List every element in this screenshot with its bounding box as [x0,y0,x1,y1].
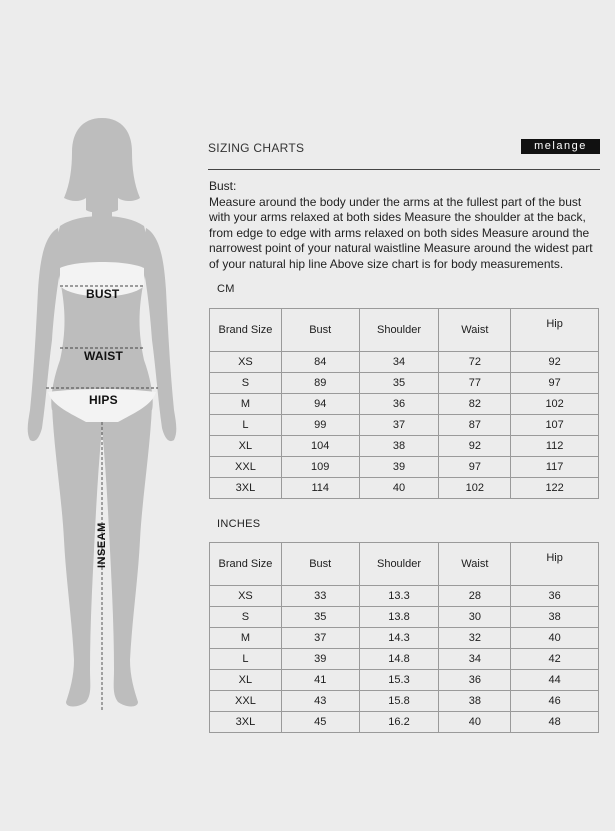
table-cell: 36 [439,670,511,691]
table-row [210,436,599,457]
table-cell: 43 [281,691,359,712]
measurement-description [209,179,604,272]
table-cell: 122 [511,478,599,499]
table-cell: 102 [511,394,599,415]
hips-label: HIPS [89,393,118,407]
table-cell: XL [210,670,282,691]
bust-label: BUST [86,287,120,301]
table-cell: 30 [439,607,511,628]
table-cell: 114 [281,478,359,499]
column-header: Bust [281,543,359,586]
table-row [210,394,599,415]
header-divider [208,169,600,170]
table-cell: 72 [439,352,511,373]
table-cell: 28 [439,586,511,607]
description-body: Measure around the body under the arms at the fullest part of the bust with your arms relaxed at both sides Measure the shoulder at the back, from edge to edge with arms relaxed on both sides Measure around the narrowest point of your natural waistline Measure around the widest part of your natural hip line Above size chart is for body measurements. [209,194,593,271]
table-cell: 39 [359,457,439,478]
table-cell: 40 [439,712,511,733]
table-row [210,628,599,649]
table-cell: 117 [511,457,599,478]
table-row [210,478,599,499]
table-cell: 84 [281,352,359,373]
table-cell: 97 [439,457,511,478]
table-cell: 13.8 [359,607,439,628]
page-title: SIZING CHARTS [208,141,305,155]
inseam-label: INSEAM [96,522,108,568]
table-cell: 87 [439,415,511,436]
table-cell: 39 [281,649,359,670]
inches-section-label: INCHES [217,518,261,530]
table-cell: 14.3 [359,628,439,649]
cm-section-label: CM [217,283,235,295]
table-cell: 37 [359,415,439,436]
column-header: Shoulder [359,309,439,352]
table-cell: 38 [439,691,511,712]
table-cell: 44 [511,670,599,691]
table-cell: 45 [281,712,359,733]
table-cell: 34 [359,352,439,373]
table-cell: XXL [210,691,282,712]
column-header: Shoulder [359,543,439,586]
table-cell: 92 [439,436,511,457]
cm-size-table [209,308,599,499]
table-row [210,712,599,733]
table-cell: 104 [281,436,359,457]
table-cell: 15.8 [359,691,439,712]
table-cell: 35 [281,607,359,628]
table-cell: 33 [281,586,359,607]
table-cell: 13.3 [359,586,439,607]
table-cell: 107 [511,415,599,436]
table-cell: 16.2 [359,712,439,733]
brand-logo: melange [521,139,600,154]
table-cell: 35 [359,373,439,394]
column-header: Waist [439,543,511,586]
table-cell: 37 [281,628,359,649]
inches-size-table [209,542,599,733]
table-cell: 97 [511,373,599,394]
waist-label: WAIST [84,349,123,363]
table-cell: XS [210,352,282,373]
table-cell: 15.3 [359,670,439,691]
table-cell: XL [210,436,282,457]
table-row [210,649,599,670]
table-cell: 38 [359,436,439,457]
table-cell: 77 [439,373,511,394]
table-cell: 3XL [210,478,282,499]
table-cell: 41 [281,670,359,691]
table-cell: L [210,649,282,670]
table-cell: 38 [511,607,599,628]
table-row [210,607,599,628]
body-figure [20,110,185,730]
table-cell: M [210,628,282,649]
table-cell: 99 [281,415,359,436]
table-cell: 102 [439,478,511,499]
table-row [210,586,599,607]
table-header-row [210,543,599,586]
table-cell: L [210,415,282,436]
table-row [210,373,599,394]
table-cell: M [210,394,282,415]
table-cell: 94 [281,394,359,415]
column-header: Bust [281,309,359,352]
table-row [210,352,599,373]
table-cell: 82 [439,394,511,415]
table-header-row [210,309,599,352]
table-cell: 36 [511,586,599,607]
table-cell: S [210,373,282,394]
table-cell: 40 [511,628,599,649]
table-cell: XXL [210,457,282,478]
table-cell: 36 [359,394,439,415]
table-cell: 89 [281,373,359,394]
description-heading: Bust: [209,179,237,193]
table-row [210,670,599,691]
table-cell: 92 [511,352,599,373]
table-cell: 34 [439,649,511,670]
table-cell: 48 [511,712,599,733]
table-cell: S [210,607,282,628]
column-header: Waist [439,309,511,352]
table-cell: 42 [511,649,599,670]
table-cell: 109 [281,457,359,478]
body-silhouette [20,110,185,730]
column-header: Brand Size [210,309,282,352]
table-cell: 40 [359,478,439,499]
table-row [210,691,599,712]
column-header: Brand Size [210,543,282,586]
table-cell: 112 [511,436,599,457]
table-row [210,415,599,436]
column-header: Hip [511,309,599,352]
table-cell: 46 [511,691,599,712]
table-cell: 32 [439,628,511,649]
table-cell: 3XL [210,712,282,733]
table-row [210,457,599,478]
column-header: Hip [511,543,599,586]
table-cell: 14.8 [359,649,439,670]
table-cell: XS [210,586,282,607]
